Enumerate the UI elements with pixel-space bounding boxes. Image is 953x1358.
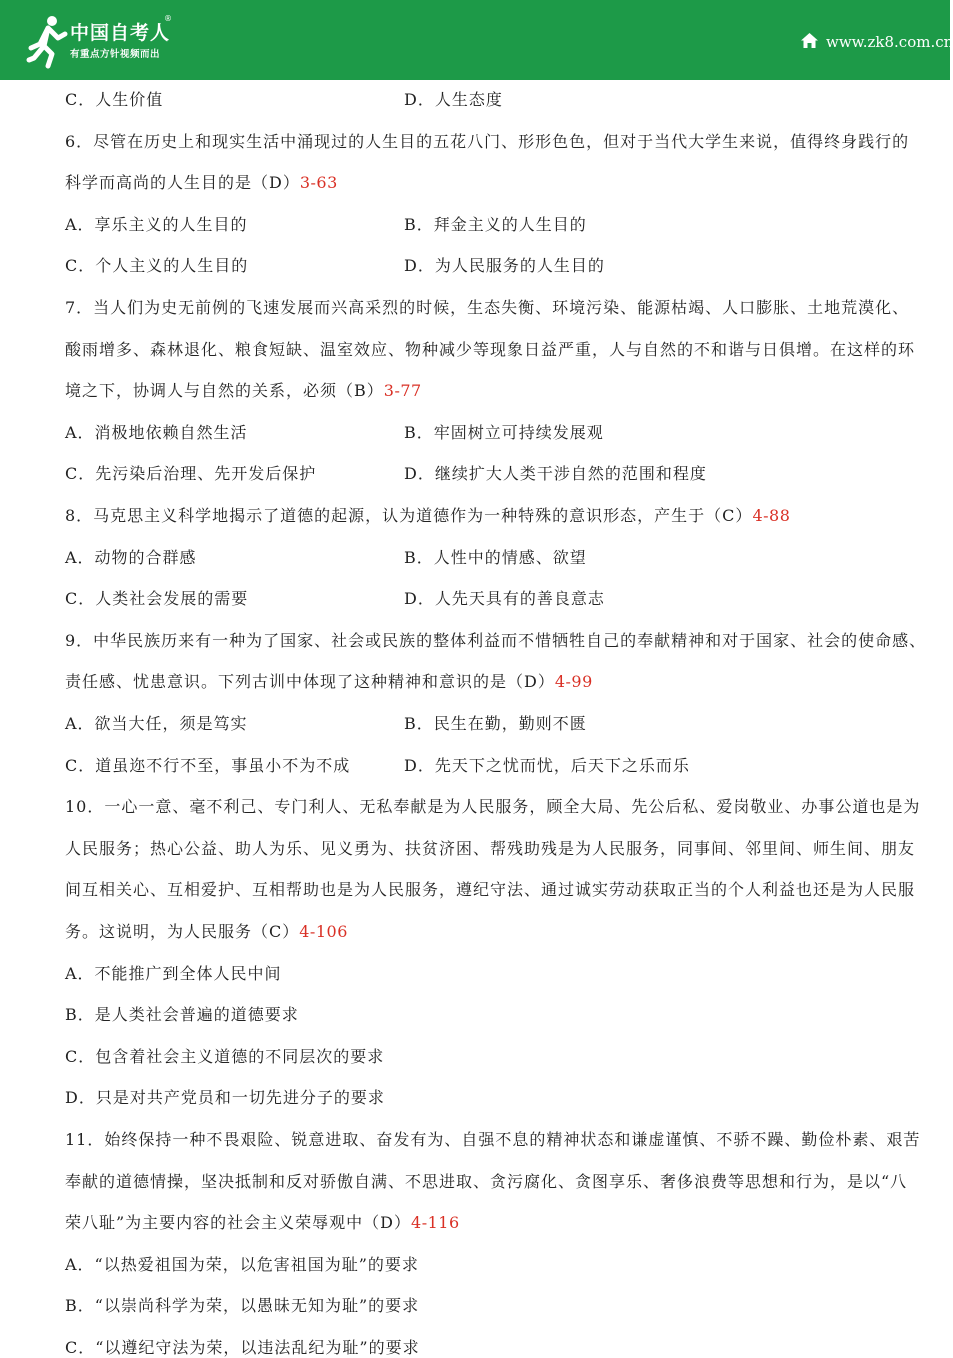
option-text: D．人先天具有的善良意志 [404, 589, 605, 608]
line-text: 境之下，协调人与自然的关系，必须（B） [65, 381, 384, 400]
line-text: 科学而高尚的人生目的是（D） [65, 173, 300, 192]
question-line [65, 1088, 385, 1108]
option-text: B．牢固树立可持续发展观 [404, 423, 604, 442]
question-line [65, 672, 593, 692]
site-logo[interactable] [28, 12, 178, 70]
line-text: 间互相关心、互相爱护、互相帮助也是为人民服务，遵纪守法、通过诚实劳动获取正当的个人利益也还是为人民服 [65, 880, 916, 899]
line-text: C．“以遵纪守法为荣，以违法乱纪为耻”的要求 [65, 1338, 420, 1357]
option-text: C．人类社会发展的需要 [65, 589, 249, 608]
question-line [65, 506, 790, 526]
question-line [65, 1255, 419, 1275]
question-line [65, 340, 915, 360]
page-reference: 3-77 [383, 381, 422, 400]
option-text: C．道虽迩不行不至，事虽小不为不成 [65, 756, 351, 775]
page-reference: 3-63 [299, 173, 338, 192]
line-text: 9．中华民族历来有一种为了国家、社会或民族的整体利益而不惜牺牲自己的奉献精神和对于国家、社会的使命感、 [65, 631, 927, 650]
line-text: B．是人类社会普遍的道德要求 [65, 1005, 299, 1024]
line-text: A．不能推广到全体人民中间 [65, 964, 282, 983]
question-line [65, 1130, 920, 1150]
line-text: 酸雨增多、森林退化、粮食短缺、温室效应、物种减少等现象日益严重，人与自然的不和谐与日俱增。在这样的环 [65, 340, 916, 359]
line-text: 6．尽管在历史上和现实生活中涌现过的人生目的五花八门、形形色色，但对于当代大学生来说，值得终身践行的 [65, 132, 910, 151]
option-text: B．拜金主义的人生目的 [404, 215, 587, 234]
option-text: D．先天下之忧而忧，后天下之乐而乐 [404, 756, 690, 775]
site-url: www.zk8.com.cn [826, 33, 953, 51]
option-text: D．继续扩大人类干涉自然的范围和程度 [404, 464, 707, 483]
question-line [65, 922, 348, 942]
line-text: C．包含着社会主义道德的不同层次的要求 [65, 1047, 385, 1066]
question-line [65, 797, 920, 817]
page-reference: 4-106 [299, 922, 348, 941]
question-line [65, 132, 909, 152]
question-line [65, 880, 915, 900]
question-line [65, 173, 338, 193]
line-text: 奉献的道德情操，坚决抵制和反对骄傲自满、不思进取、贪污腐化、贪图享乐、奢侈浪费等思想和行为，是以“八 [65, 1172, 908, 1191]
option-text: A．动物的合群感 [65, 548, 197, 567]
site-header [0, 0, 953, 80]
question-line [65, 381, 422, 401]
option-text: A．享乐主义的人生目的 [65, 215, 248, 234]
home-icon [800, 32, 819, 49]
runner-icon [28, 14, 66, 68]
question-line [65, 839, 915, 859]
logo-slogan: 有重点方针视频而出 [70, 49, 161, 60]
option-text: C．个人主义的人生目的 [65, 256, 249, 275]
question-line [65, 1213, 460, 1233]
question-line [65, 631, 926, 651]
line-text: 7．当人们为史无前例的飞速发展而兴高采烈的时候，生态失衡、环境污染、能源枯竭、人口膨胀、土地荒漠化、 [65, 298, 910, 317]
page-reference: 4-116 [411, 1213, 460, 1232]
option-text: C．人生价值 [65, 90, 164, 109]
question-line [65, 298, 909, 318]
option-text: B．人性中的情感、欲望 [404, 548, 587, 567]
site-link[interactable] [800, 32, 953, 51]
option-text: C．先污染后治理、先开发后保护 [65, 464, 317, 483]
registered-mark: ® [164, 14, 172, 23]
question-line [65, 1005, 299, 1025]
option-text: A．消极地依赖自然生活 [65, 423, 248, 442]
page-reference: 4-88 [752, 506, 791, 525]
logo-title: 中国自考人 [70, 22, 171, 44]
line-text: 11．始终保持一种不畏艰险、锐意进取、奋发有为、自强不息的精神状态和谦虚谨慎、不骄不躁、勤俭朴素、艰苦 [65, 1130, 921, 1149]
page-reference: 4-99 [554, 672, 593, 691]
question-line [65, 1047, 384, 1067]
option-text: D．为人民服务的人生目的 [404, 256, 605, 275]
line-text: A．“以热爱祖国为荣，以危害祖国为耻”的要求 [65, 1255, 419, 1274]
question-line [65, 964, 282, 984]
line-text: 责任感、忧患意识。下列古训中体现了这种精神和意识的是（D） [65, 672, 555, 691]
question-line [65, 1296, 419, 1316]
option-text: D．人生态度 [404, 90, 503, 109]
line-text: 荣八耻”为主要内容的社会主义荣辱观中（D） [65, 1213, 412, 1232]
line-text: 8．马克思主义科学地揭示了道德的起源，认为道德作为一种特殊的意识形态，产生于（C） [65, 506, 753, 525]
question-line [65, 1172, 907, 1192]
line-text: 10．一心一意、毫不利己、专门利人、无私奉献是为人民服务，顾全大局、先公后私、爱岗敬业、办事公道也是为 [65, 797, 921, 816]
option-text: B．民生在勤，勤则不匮 [404, 714, 587, 733]
option-text: A．欲当大任，须是笃实 [65, 714, 248, 733]
line-text: B．“以崇尚科学为荣，以愚昧无知为耻”的要求 [65, 1296, 420, 1315]
line-text: 务。这说明，为人民服务（C） [65, 922, 300, 941]
line-text: 人民服务；热心公益、助人为乐、见义勇为、扶贫济困、帮残助残是为人民服务，同事间、邻里间、师生间、朋友 [65, 839, 916, 858]
line-text: D．只是对共产党员和一切先进分子的要求 [65, 1088, 385, 1107]
question-line [65, 1338, 420, 1358]
